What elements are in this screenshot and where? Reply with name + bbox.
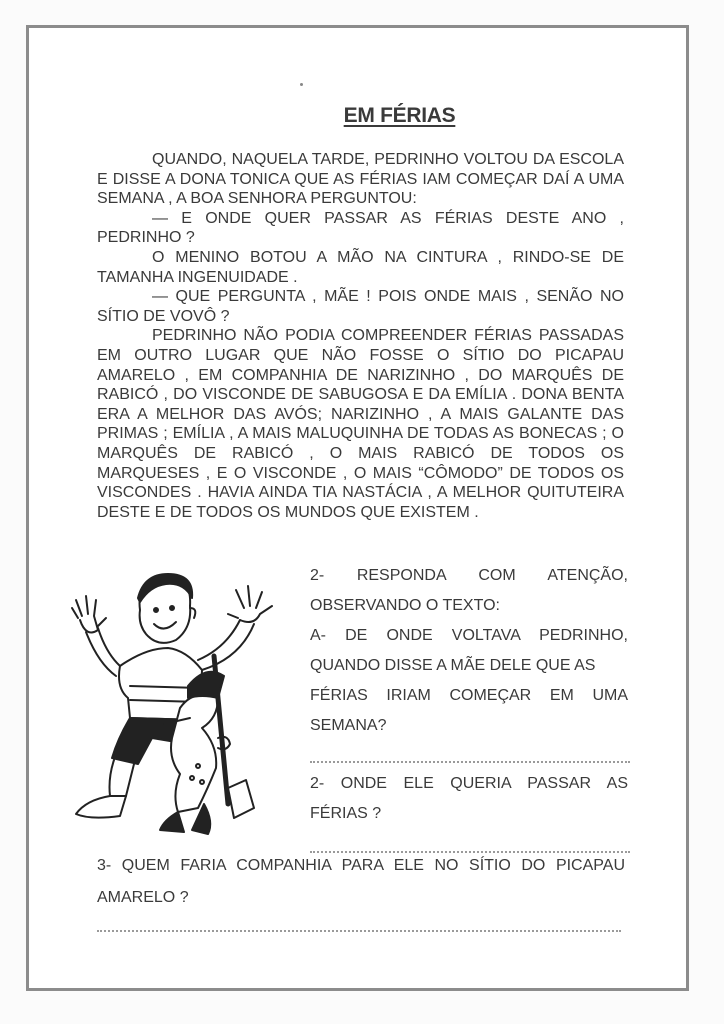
story-paragraph: O MENINO BOTOU A MÃO NA CINTURA , RINDO-SE DE TAMANHA INGENUIDADE . <box>97 248 624 286</box>
question-3-block <box>97 850 625 944</box>
story-paragraph: — E ONDE QUER PASSAR AS FÉRIAS DESTE ANO , PEDRINHO ? <box>97 209 624 247</box>
question-a-text: FÉRIAS IRIAM COMEÇAR EM UMA <box>310 687 628 704</box>
story-paragraph: PEDRINHO NÃO PODIA COMPREENDER FÉRIAS PASSADAS EM OUTRO LUGAR QUE NÃO FOSSE O SÍTIO DO PICAPAU AMARELO , EM COMPANHIA DE NARIZINHO , DO MARQUÊS DE RABICÓ , DO VISCONDE DE SABUGOSA E DA EMÍLIA . DONA BENTA ERA A MELHOR DAS AVÓS; NARIZINHO , A MAIS GALANTE DAS PRIMAS ; EMÍLIA , A MAIS MALUQUINHA DE TODAS AS BONECAS ; O MARQUÊS DE RABICÓ , O MAIS RABICÓ DE TODOS OS MARQUESES , E O VISCONDE , O MAIS “CÔMODO” DE TODOS OS VISCONDES . HAVIA AINDA TIA NASTÁCIA , A MELHOR QUITUTEIRA DESTE E DE TODOS OS MUNDOS QUE EXISTEM . <box>97 327 624 521</box>
question-a-text: SEMANA? <box>310 717 387 734</box>
story-paragraph: — QUE PERGUNTA , MÃE ! POIS ONDE MAIS , SENÃO NO SÍTIO DE VOVÔ ? <box>97 288 624 325</box>
question-3-text: AMARELO ? <box>97 889 189 906</box>
scan-speck <box>300 83 303 86</box>
story-text <box>97 150 624 522</box>
question-2-text: FÉRIAS ? <box>310 805 382 822</box>
question-a-text: QUANDO DISSE A MÃE DELE QUE AS <box>310 657 596 674</box>
question-3-text: 3- QUEM FARIA COMPANHIA PARA ELE NO SÍTIO DO PICAPAU <box>97 857 625 874</box>
exercise-intro: 2- RESPONDA COM ATENÇÃO, <box>310 567 628 584</box>
answer-3-line[interactable] <box>97 930 621 932</box>
title-text: EM FÉRIAS <box>343 104 456 127</box>
story-paragraph: QUANDO, NAQUELA TARDE, PEDRINHO VOLTOU DA ESCOLA E DISSE A DONA TONICA QUE AS FÉRIAS IAM COMEÇAR DAÍ A UMA SEMANA , A BOA SENHORA PERGUNTOU: <box>97 151 624 208</box>
exercise-block <box>310 561 628 859</box>
question-a-text: A- DE ONDE VOLTAVA PEDRINHO, <box>310 627 628 644</box>
answer-a-line[interactable] <box>310 761 630 763</box>
exercise-intro-cont: OBSERVANDO O TEXTO: <box>310 597 500 614</box>
answer-3-area[interactable] <box>97 914 625 944</box>
pedrinho-visconde-illustration <box>68 568 278 838</box>
document-title <box>0 104 724 128</box>
question-2-text: 2- ONDE ELE QUERIA PASSAR AS <box>310 775 628 792</box>
answer-a-area[interactable] <box>310 741 628 771</box>
